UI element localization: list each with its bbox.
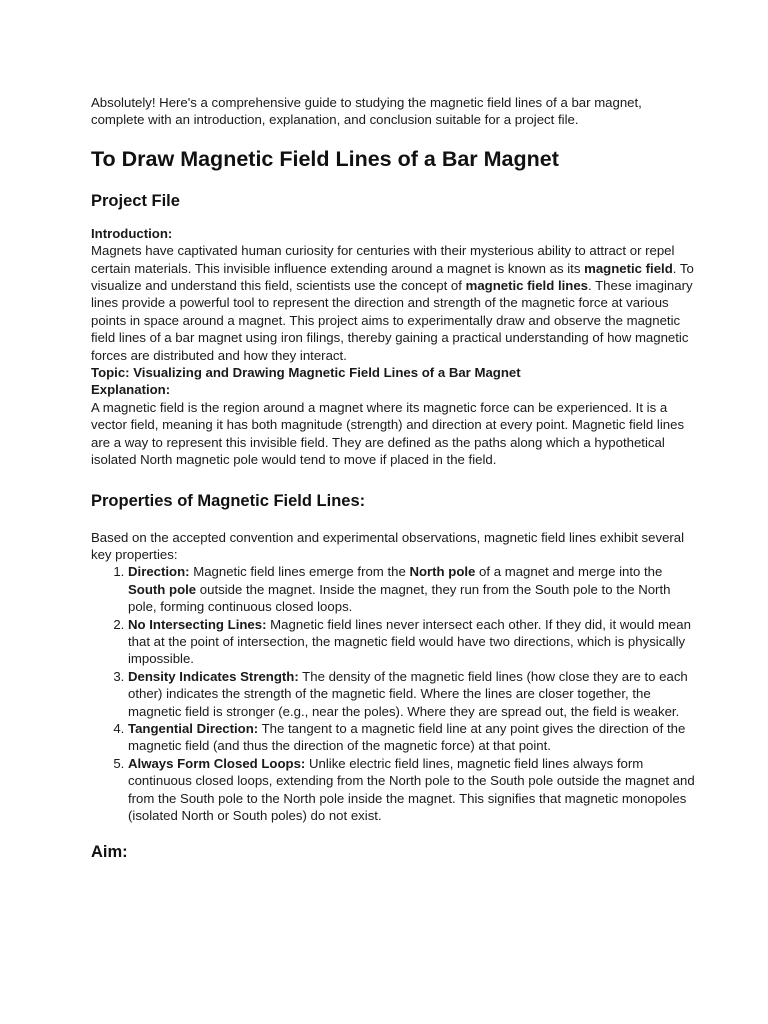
page-title: To Draw Magnetic Field Lines of a Bar Magnet — [91, 146, 559, 171]
introduction-text-part: . These imaginary lines provide a powerful tool to represent the direction and strength of the magnetic force at various points in space around a magnet. This project aims to experimentally draw and observe the magnetic field lines of a bar magnet using iron filings, thereby gaining a practical understanding of how magnetic forces are distributed and how they interact. — [91, 278, 693, 363]
introduction-text-part: . To visualize and understand this field, scientists use the concept of — [91, 260, 694, 294]
introduction-bold-term: magnetic field lines — [465, 278, 588, 294]
properties-heading: Properties of Magnetic Field Lines: — [91, 491, 366, 510]
intro-paragraph: Absolutely! Here's a comprehensive guide to studying the magnetic field lines of a bar magnet, complete with an introduction, explanation, and conclusion suitable for a project file. — [91, 95, 642, 128]
list-item — [128, 563, 698, 615]
list-item-text: The density of the magnetic field lines (how close they are to each other) indicates the strength of the magnetic field. Where the lines are closer together, the magnetic field is stronger (e.g., near the poles). Where they are spread out, the field is weaker. — [128, 668, 688, 719]
list-item — [128, 668, 698, 720]
introduction-label: Introduction: — [91, 225, 173, 241]
list-item-term: Density Indicates Strength: — [128, 668, 299, 684]
list-item-text: outside the magnet. Inside the magnet, they run from the South pole to the North pole, forming continuous closed loops. — [128, 581, 671, 615]
aim-heading: Aim: — [91, 843, 128, 862]
list-item — [128, 616, 698, 668]
list-item-text: Magnetic field lines emerge from the — [189, 564, 410, 580]
introduction-text — [91, 242, 698, 364]
list-item-text: of a magnet and merge into the — [475, 564, 663, 580]
introduction-bold-term: magnetic field — [584, 260, 673, 276]
topic-label: Topic: Visualizing and Drawing Magnetic Field Lines of a Bar Magnet — [91, 365, 521, 381]
explanation-label: Explanation: — [91, 382, 171, 398]
list-item-text: The tangent to a magnetic field line at any point gives the direction of the magnetic field (and thus the direction of the magnetic force) at that point. — [128, 720, 686, 754]
list-item — [128, 720, 698, 755]
list-item-text: Magnetic field lines never intersect each other. If they did, it would mean that at the point of intersection, the magnetic field would have two directions, which is physically impossible. — [128, 616, 691, 667]
list-item-text: Unlike electric field lines, magnetic field lines always form continuous closed loops, extending from the North pole to the South pole outside the magnet and from the South pole to the North pole inside the magnet. This signifies that magnetic monopoles (isolated North or South poles) do not exist. — [128, 755, 695, 823]
list-item-bold: North pole — [409, 564, 476, 580]
properties-lead: Based on the accepted convention and experimental observations, magnetic field lines exhibit several key properties: — [91, 529, 685, 562]
introduction-text-part: Magnets have captivated human curiosity for centuries with their mysterious ability to attract or repel certain materials. This invisible influence extending around a magnet is known as its — [91, 243, 675, 276]
page-subtitle: Project File — [91, 191, 180, 210]
list-item — [128, 755, 698, 825]
list-item-term: Direction: — [128, 564, 190, 580]
list-item-term: No Intersecting Lines: — [128, 616, 267, 632]
introduction-section — [91, 225, 698, 469]
list-item-bold: South pole — [128, 581, 197, 597]
list-item-term: Tangential Direction: — [128, 720, 259, 736]
explanation-text: A magnetic field is the region around a magnet where its magnetic force can be experienced. It is a vector field, meaning it has both magnitude (strength) and direction at every point. Magnetic field lines are a way to represent this invisible field. They are defined as the paths along which a hypothetical isolated North magnetic pole would tend to move if placed in the field. — [91, 399, 685, 468]
properties-list — [91, 563, 698, 824]
list-item-term: Always Form Closed Loops: — [128, 755, 306, 771]
